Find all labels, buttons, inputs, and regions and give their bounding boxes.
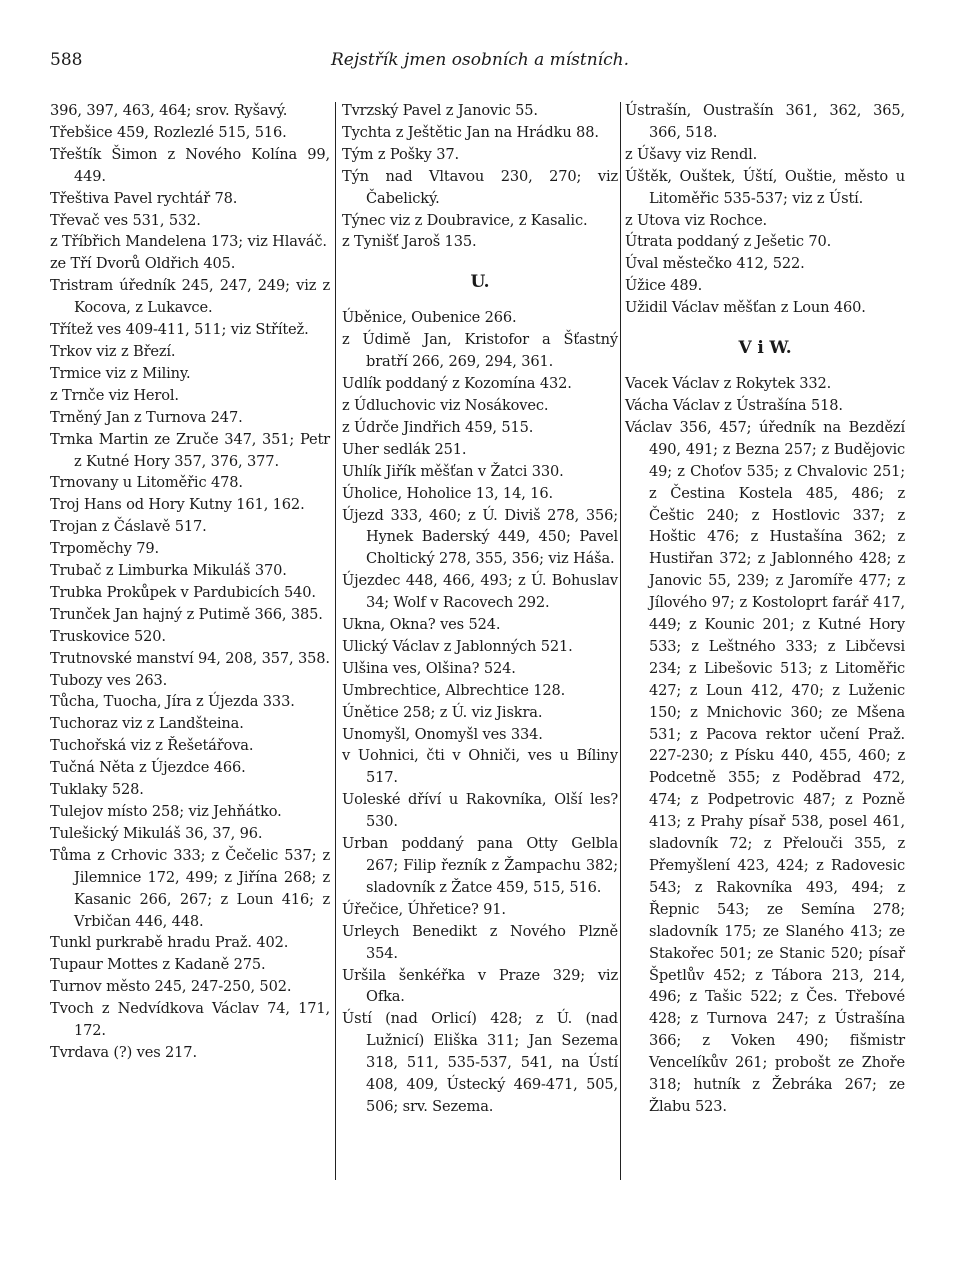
index-entry: Trnovany u Litoměřic 478. — [50, 474, 243, 492]
index-column-1 — [50, 100, 330, 1064]
index-entry: Ulšina ves, Olšina? 524. — [342, 659, 516, 677]
index-entry: Tulešický Mikuláš 36, 37, 96. — [50, 824, 263, 842]
index-entry: Třeštík Šimon z Nového Kolína 99, 449. — [50, 145, 330, 185]
index-entry: Tuchoraz viz z Landšteina. — [50, 715, 244, 733]
index-entry: z Utova viz Rochce. — [625, 211, 768, 229]
index-entry: Tubozy ves 263. — [50, 671, 168, 689]
index-entry: Užidil Václav měšťan z Loun 460. — [625, 299, 866, 317]
index-entry: Ústrašín, Oustrašín 361, 362, 365, 366, 518. — [625, 102, 905, 141]
index-entry: Úholice, Hoholice 13, 14, 16. — [342, 484, 553, 502]
index-entries-u — [342, 307, 618, 1118]
index-entry: Václav 356, 457; úředník na Bezdězí 490, 491; z Bezna 257; z Budějovic 49; z Choťov 535; z Chvalovic 251; z Čestina Kostela 485, 486; z Češtic 240; z Hostlovic 337; z Hoštic 476; z Hustašína 362; z Hustiřan 372; z Jablonného 428; z Janovic 55, 239; z Jaromíře 477; z Jílového 97; z Kostoloprt farář 417, 449; z Kounic 201; z Kutné Hory 533; z Leštného 333; z Libčevsi 234; z Libešovic 513; z Litoměřic 427; z Loun 412, 470; z Luženic 150; z Mnichovic 360; ze Mšena 531; z Pacova rektor učení Praž. 227-230; z Písku 440, 455, 460; z Podcetně 355; z Poděbrad 472, 474; z Podpetrovic 487; z Pozně 413; z Prahy písař 538, posel 461, sladovník 72; z Přelouči 355, z Přemyšlení 423, 424; z Radovesic 543; z Rakovníka 493, 494; z Řepnic 543; ze Semína 278; sladovník 175; ze Slaného 413; ze Stakořec 501; ze Stanic 520; písař Špetlův 452; z Tábora 213, 214, 496; z Tašic 522; z Čes. Třebové 428; z Turnova 247; z Ústrašína 366; z Voken 490; fišmistr Vencelíkův 261; probošt ze Zhoře 318; hutník z Žebráka 267; ze Žlabu 523. — [625, 418, 905, 1115]
index-entry: Ulický Václav z Jablonných 521. — [342, 637, 573, 655]
index-entry: Tůcha, Tuocha, Jíra z Újezda 333. — [50, 693, 295, 711]
index-entry: Úběnice, Oubenice 266. — [342, 309, 517, 327]
index-entry: Vacek Václav z Rokytek 332. — [625, 375, 832, 393]
index-entry: Úval městečko 412, 522. — [625, 255, 805, 273]
index-entry: Tulejov místo 258; viz Jehňátko. — [50, 803, 282, 820]
index-entry: Umbrechtice, Albrechtice 128. — [342, 681, 566, 699]
index-entry: Trubač z Limburka Mikuláš 370. — [50, 562, 287, 580]
index-entry: Ukna, Okna? ves 524. — [342, 616, 501, 634]
index-entry: Tvoch z Nedvídkova Václav 74, 171, 172. — [50, 1000, 330, 1040]
index-entry: Trpoměchy 79. — [50, 540, 160, 558]
index-entry: Tůma z Crhovic 333; z Čečelic 537; z Jilemnice 172, 499; z Jiřína 268; z Kasanic 266, 267; z Loun 416; z Vrbičan 446, 448. — [50, 846, 330, 930]
index-entry: ze Tří Dvorů Oldřich 405. — [50, 255, 236, 273]
index-entry: Třebšice 459, Rozlezlé 515, 516. — [50, 123, 287, 141]
column-divider — [620, 102, 621, 1180]
index-entry: Třítež ves 409-411, 511; viz Střítež. — [50, 321, 309, 339]
index-entry: Trkov viz z Březí. — [50, 342, 176, 360]
index-entry: Újezdec 448, 466, 493; z Ú. Bohuslav 34; Wolf v Racovech 292. — [342, 572, 618, 612]
index-entry: Úštěk, Ouštek, Úští, Ouštie, město u Litoměřic 535-537; viz z Ústí. — [625, 167, 905, 207]
index-entry: Tým z Pošky 37. — [342, 145, 459, 163]
index-entry: z Trnče viz Herol. — [50, 386, 179, 404]
index-entry: Truskovice 520. — [50, 627, 166, 645]
index-entries-v — [625, 373, 905, 1118]
index-entry: Tuchořská viz z Řešetářova. — [50, 737, 254, 755]
index-entry: Tvrdava (?) ves 217. — [50, 1043, 197, 1061]
column-divider — [335, 102, 336, 1180]
index-entry: z Údrče Jindřich 459, 515. — [342, 418, 534, 436]
index-entry: Uhlík Jiřík měšťan v Žatci 330. — [342, 462, 564, 480]
index-entry: z Údimě Jan, Kristofor a Šťastný bratří 266, 269, 294, 361. — [342, 331, 618, 371]
index-entry: Ústí (nad Orlicí) 428; z Ú. (nad Lužnicí) Eliška 311; Jan Sezema 318, 511, 535-537, 541, na Ústí 408, 409, Ústecký 469-471, 505, 506; srv. Sezema. — [342, 1010, 618, 1115]
index-column-3 — [625, 100, 905, 1118]
index-entry: Úřečice, Úhřetice? 91. — [342, 900, 506, 918]
index-entry: z Údluchovic viz Nosákovec. — [342, 396, 549, 414]
index-entry: Tristram úředník 245, 247, 249; viz z Kocova, z Lukavce. — [50, 277, 330, 317]
index-entry: v Uohnici, čti v Ohniči, ves u Bíliny 517. — [342, 747, 618, 787]
index-entry: Trněný Jan z Turnova 247. — [50, 408, 243, 426]
index-entry: Uoleské dříví u Rakovníka, Olší les? 530. — [342, 791, 618, 831]
index-entry: 396, 397, 463, 464; srov. Ryšavý. — [50, 102, 288, 119]
index-entry: Trutnovské manství 94, 208, 357, 358. — [50, 649, 330, 667]
index-entry: Týnec viz z Doubravice, z Kasalic. — [342, 211, 588, 229]
index-entries-t — [342, 100, 618, 253]
section-heading-v-w: V i W. — [738, 338, 792, 359]
index-entry: z Úšavy viz Rendl. — [625, 145, 758, 163]
page-header — [50, 50, 910, 82]
index-entry: Urban poddaný pana Otty Gelbla 267; Filip řezník z Žampachu 382; sladovník z Žatce 459, 515, 516. — [342, 835, 618, 896]
index-entry: z Tynišť Jaroš 135. — [342, 233, 477, 251]
index-entry: Únětice 258; z Ú. viz Jiskra. — [342, 703, 543, 721]
index-entry: Úžice 489. — [625, 277, 703, 295]
index-column-2 — [342, 100, 618, 1118]
index-entry: Tupaur Mottes z Kadaně 275. — [50, 956, 266, 974]
index-entry: Uršila šenkéřka v Praze 329; viz Ofka. — [342, 966, 618, 1006]
index-entry: Trubka Prokůpek v Pardubicích 540. — [50, 583, 316, 601]
running-title: Rejstřík jmen osobních a místních. — [330, 50, 629, 70]
index-entry: Urleych Benedikt z Nového Plzně 354. — [342, 922, 618, 962]
index-entry: Unomyšl, Onomyšl ves 334. — [342, 725, 543, 743]
index-entry: Vácha Václav z Ústrašína 518. — [625, 396, 843, 414]
index-entry: Trojan z Čáslavě 517. — [50, 518, 207, 536]
index-entry: Trmice viz z Miliny. — [50, 364, 191, 382]
page-number: 588 — [50, 50, 83, 70]
index-entry: Turnov město 245, 247-250, 502. — [50, 978, 292, 996]
index-entry: Troj Hans od Hory Kutny 161, 162. — [50, 496, 305, 514]
index-entry: Trnka Martin ze Zruče 347, 351; Petr z Kutné Hory 357, 376, 377. — [50, 430, 330, 470]
index-entry: Uher sedlák 251. — [342, 440, 467, 458]
index-entry: Třeštiva Pavel rychtář 78. — [50, 189, 238, 207]
index-entry: Újezd 333, 460; z Ú. Diviš 278, 356; Hynek Baderský 449, 450; Pavel Choltický 278, 355, 356; viz Háša. — [342, 506, 618, 568]
index-entry: Tuklaky 528. — [50, 781, 144, 799]
index-entry: Třevač ves 531, 532. — [50, 211, 201, 229]
index-entry: Týn nad Vltavou 230, 270; viz Čabelický. — [342, 167, 618, 207]
index-entries-u-cont — [625, 100, 905, 319]
index-entry: z Tříbřich Mandelena 173; viz Hlaváč. — [50, 233, 327, 251]
index-entry: Udlík poddaný z Kozomína 432. — [342, 375, 572, 393]
index-entry: Tvrzský Pavel z Janovic 55. — [342, 102, 538, 119]
index-entry: Tychta z Ještětic Jan na Hrádku 88. — [342, 123, 599, 141]
index-entry: Útrata poddaný z Ješetic 70. — [625, 233, 832, 251]
index-entry: Tunkl purkrabě hradu Praž. 402. — [50, 934, 289, 952]
section-heading-u: U. — [470, 272, 490, 293]
index-entry: Tučná Něta z Újezdce 466. — [50, 759, 246, 777]
index-entry: Trunček Jan hajný z Putimě 366, 385. — [50, 605, 323, 623]
